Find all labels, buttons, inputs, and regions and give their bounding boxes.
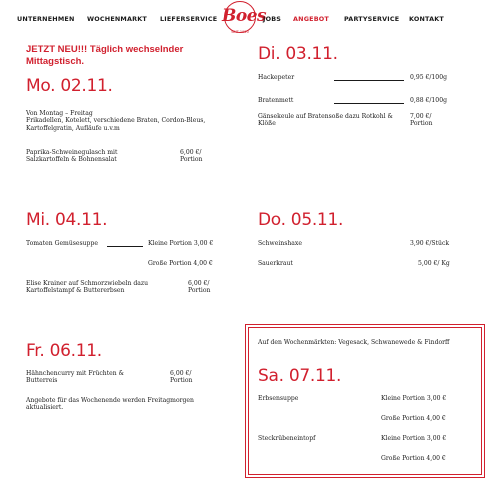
leader-line bbox=[107, 246, 143, 247]
day-heading-saturday: Sa. 07.11. bbox=[258, 366, 342, 386]
nav-item-lieferservice[interactable]: LIEFERSERVICE bbox=[160, 15, 218, 23]
menu-item-price: Große Portion 4,00 € bbox=[381, 455, 446, 462]
menu-item-price: Große Portion 4,00 € bbox=[148, 260, 213, 267]
nav-item-unternehmen[interactable]: UNTERNEHMEN bbox=[17, 15, 75, 23]
menu-item-price: 3,90 €/Stück bbox=[410, 240, 450, 247]
nav-item-jobs[interactable]: JOBS bbox=[263, 15, 282, 23]
menu-item-price: Kleine Portion 3,00 € bbox=[381, 395, 447, 402]
menu-item-name: Sauerkraut bbox=[258, 260, 293, 267]
menu-item-price: 7,00 €/ Portion bbox=[410, 113, 433, 128]
leader-line bbox=[334, 80, 404, 81]
menu-item-name: Elise Krainer auf Schmorzwiebeln dazu Kartoffelstampf & Buttererbsen bbox=[26, 280, 149, 295]
menu-item-name: Bratenmett bbox=[258, 97, 294, 104]
logo-subtitle: SEIT 1920 bbox=[231, 30, 249, 34]
menu-item-name: Gänsekeule auf Bratensoße dazu Rotkohl & Klöße bbox=[258, 113, 393, 128]
logo-wordmark: Boes bbox=[222, 6, 267, 26]
menu-item-price: 0,95 €/100g bbox=[410, 74, 447, 81]
menu-item-name: Hackepeter bbox=[258, 74, 295, 81]
menu-item-price: 6,00 €/ Portion bbox=[170, 370, 193, 385]
day-heading-tuesday: Di. 03.11. bbox=[258, 44, 338, 64]
menu-item-name: Hähnchencurry mit Früchten & Butterreis bbox=[26, 370, 125, 385]
menu-item-name: Tomaten Gemüsesuppe bbox=[26, 240, 98, 247]
nav-item-wochenmarkt[interactable]: WOCHENMARKT bbox=[87, 15, 147, 23]
monday-intro: Von Montag – Freitag Frikadellen, Kotelett, verschiedene Braten, Cordon-Bleus, Kartoffelgratin, Aufläufe u.v.m bbox=[26, 110, 206, 132]
day-heading-thursday: Do. 05.11. bbox=[258, 210, 344, 230]
day-heading-monday: Mo. 02.11. bbox=[26, 76, 113, 96]
menu-item-price: Große Portion 4,00 € bbox=[381, 415, 446, 422]
menu-item-price: 5,00 €/ Kg bbox=[418, 260, 450, 267]
top-navigation bbox=[0, 0, 489, 40]
menu-item-price: 6,00 €/ Portion bbox=[180, 149, 203, 164]
day-heading-wednesday: Mi. 04.11. bbox=[26, 210, 108, 230]
nav-item-partyservice[interactable]: PARTYSERVICE bbox=[344, 15, 400, 23]
menu-item-name: Paprika-Schweinegulasch mit Salzkartoffeln & Bohnensalat bbox=[26, 149, 118, 164]
market-note: Auf den Wochenmärkten: Vegesack, Schwanewede & Findorff bbox=[258, 339, 450, 346]
friday-note: Angebote für das Wochenende werden Freitagmorgen aktualisiert. bbox=[26, 397, 194, 412]
menu-item-price: Kleine Portion 3,00 € bbox=[148, 240, 214, 247]
menu-item-name: Steckrübeneintopf bbox=[258, 435, 316, 442]
menu-item-name: Erbsensuppe bbox=[258, 395, 299, 402]
headline: JETZT NEU!!! Täglich wechselnder Mittagstisch. bbox=[26, 44, 184, 67]
brand-logo[interactable] bbox=[222, 0, 267, 40]
menu-item-name: Schweinshaxe bbox=[258, 240, 302, 247]
leader-line bbox=[334, 103, 404, 104]
nav-item-angebot[interactable]: ANGEBOT bbox=[293, 15, 329, 23]
menu-item-price: 0,88 €/100g bbox=[410, 97, 447, 104]
day-heading-friday: Fr. 06.11. bbox=[26, 341, 102, 361]
menu-item-price: 6,00 €/ Portion bbox=[188, 280, 211, 295]
nav-item-kontakt[interactable]: KONTAKT bbox=[409, 15, 444, 23]
menu-item-price: Kleine Portion 3,00 € bbox=[381, 435, 447, 442]
